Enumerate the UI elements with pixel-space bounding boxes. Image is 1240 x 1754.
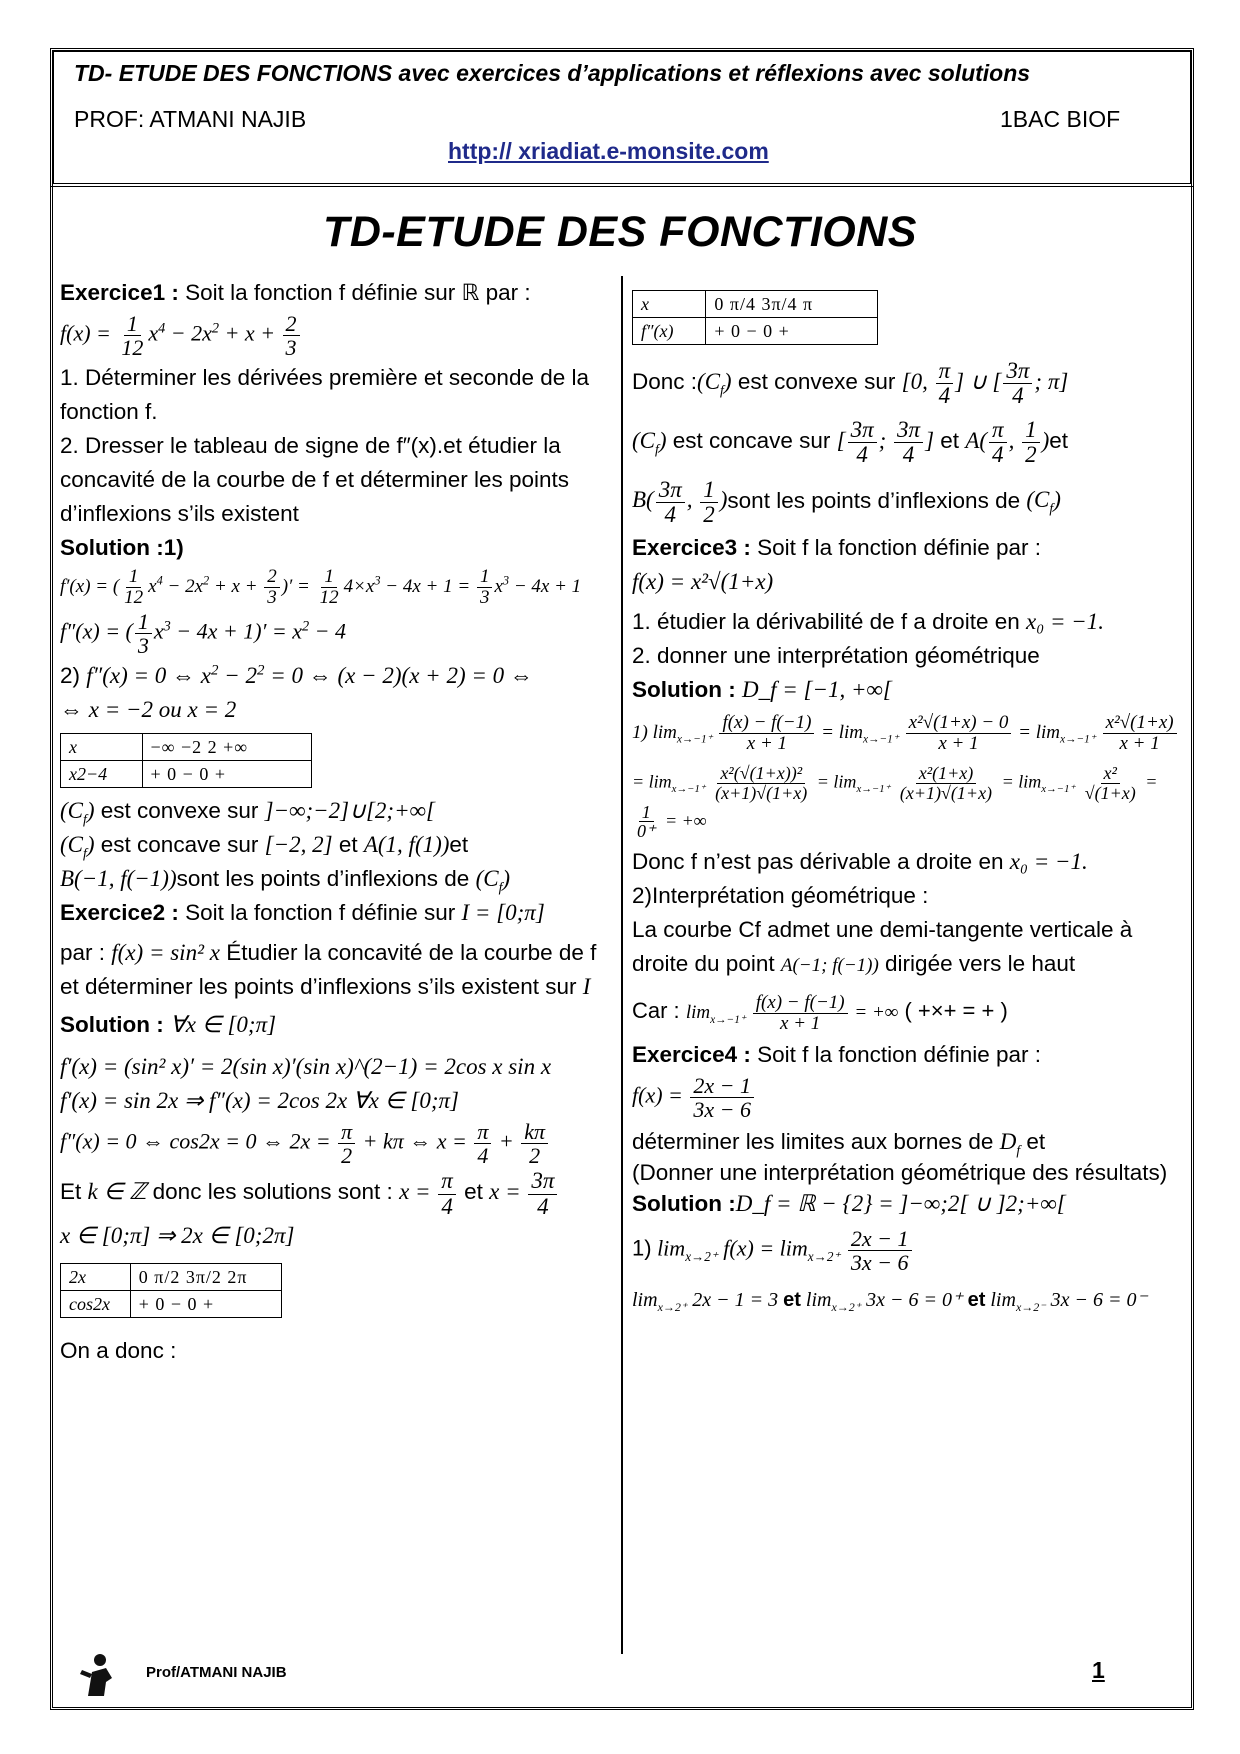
footer-logo-icon [76,1652,118,1698]
header-url-link[interactable]: http:// xriadiat.e-monsite.com [448,138,769,164]
solution3-limit2: = $\lim_{x\to-1^+}$ $\frac{\text{x²(√(1+x))²}}{(x+1)√(1+x)}$ = $\lim_{x\to-1^+}$ $\frac{\text{x²(1+x)}}{(x+1)√(1+x)}$ = $\lim_{x\to-1^+}$ $\frac{\text{x²}}{√(1+x)}$ = $\frac{1}{0^+}$ = +∞ [632,762,1158,842]
exercise2-statement: par : f(x) = sin² x Étudier la concavité de la courbe de f et déterminer les points d’inflexions s’ils existent sur I [60,940,597,1000]
exercise3-intro: Exercice3 : Soit f la fonction définie par : [632,534,1042,560]
solution1-equation: 2) f″(x) = 0 ⇔ $x^2 - 2^2 = 0$ ⇔ (x − 2)(x + 2) = 0 ⇔ [60,662,533,689]
solution2-range: x ∈ [0;π] ⇒ 2x ∈ [0;2π] [60,1222,295,1248]
exercise4-question2: (Donner une interprétation géométrique des résultats) [632,1160,1168,1186]
solution4-sublimits: $\lim_{x\to 2^+} 2x - 1 = 3$ et $\lim_{x\to 2^+} 3x - 6 = 0^+$ et $\lim_{x\to 2^-} 3x - 6 = 0^-$ [632,1288,1148,1314]
convexity-statement-3: Donc $:(C_f)$ est convexe sur [0, $\frac{\pi}{4}$ ] ∪ [ $\frac{3\pi}{4}$ ; π] [632,358,1069,409]
on-a-donc: On a donc : [60,1337,177,1363]
exercise4-label: Exercice4 : [632,1042,751,1068]
solution3-header: Solution : D_f = [−1, +∞[ [632,676,892,702]
exercise1-intro: Exercice1 : Soit la fonction f définie sur ℝ par : [60,280,531,305]
exercise1-question1: 1. Déterminer les dérivées première et seconde de la fonction f. [60,365,590,425]
footer-page-number: 1 [1092,1657,1105,1683]
solution2-line1: f′(x) = (sin² x)′ = 2(sin x)′(sin x)^(2−1) = 2cos x sin x [60,1054,552,1080]
right-column [632,276,1180,1319]
header-title: TD- ETUDE DES FONCTIONS avec exercices d’applications et réflexions avec solutions [74,60,1031,86]
solution3-car: Car : $\lim_{x\to-1^+}$ $\frac{f(x) - f(-1)}{x + 1}$ = +∞ ( +×+ = + ) [632,992,1008,1035]
exercise1-label: Exercice1 : [60,280,179,305]
sign-table-2: 2x 0 π/2 3π/2 2π cos2x + 0 − 0 + [60,1263,282,1318]
solution2-line3: f″(x) = 0 ⇔ cos2x = 0 ⇔ 2x = $\frac{\pi}{2}$ + kπ ⇔ x = $\frac{\pi}{4}$ + $\frac{k\pi}{2}$ [60,1120,610,1167]
column-divider [621,276,623,1654]
solution1-derivative2: f″(x) = ( $\frac{1}{3}$ $x^3 - 4x + 1)' = x^2 - 4$ [60,609,347,659]
solution2-solutions: Et k ∈ ℤ donc les solutions sont : x = $\frac{\pi}{4}$ et x = $\frac{3\pi}{4}$ [60,1169,610,1218]
exercise3-function: f(x) = x²√(1+x) [632,568,774,594]
solution4-header: Solution :D_f = ℝ − {2} = ]−∞;2[ ∪ ]2;+∞[ [632,1191,1066,1217]
exercise3-label: Exercice3 : [632,534,751,560]
sign-table-3: x 0 π/4 3π/4 π f″(x) + 0 − 0 + [632,290,878,345]
solution1-roots: ⇔ x = −2 ou x = 2 [60,697,237,723]
exercise1-question2: 2. Dresser le tableau de signe de f″(x).et étudier la concavité de la courbe de f et déterminer les points d’inflexions s’ils existent [60,433,570,527]
inflection-statement-3: B( $\frac{3\pi}{4}$ , $\frac{1}{2}$ )sont les points d’inflexions de $(C_f)$ [632,476,1061,527]
footer-prof: Prof/ATMANI NAJIB [146,1664,287,1681]
exercise4-question: déterminer les limites aux bornes de $D_f$ et [632,1129,1046,1158]
convexity-statement-1: $(C_f)$ est convexe sur ]−∞;−2]∪[2;+∞[ [60,798,435,827]
solution3-limit1: 1) $\lim_{x\to-1^+}$ $\frac{f(x) - f(-1)}{x + 1}$ = $\lim_{x\to-1^+}$ $\frac{\text{x²√(1+x) − 0}}{x + 1}$ = $\lim_{x\to-1^+}$ $\frac{\text{x²√(1+x)}}{x + 1}$ [632,713,1180,754]
exercise3-question2: 2. donner une interprétation géométrique [632,642,1040,668]
sign-table-1: x −∞ −2 2 +∞ x2−4 + 0 − 0 + [60,733,312,788]
exercise4-function: f(x) = $\frac{2x - 1}{3x - 6}$ [632,1074,1180,1121]
solution1-label: Solution :1) [60,535,184,561]
left-column [60,276,610,1368]
exercise2-label: Exercice2 : [60,900,179,926]
exercise2-intro: Exercice2 : Soit la fonction f définie sur I = [0;π] [60,900,545,926]
solution4-limit: 1) $\lim_{x\to 2^+} f(x) = \lim_{x\to 2^+}$ $\frac{2x - 1}{3x - 6}$ [632,1227,1180,1274]
solution3-conclusion: Donc f n’est pas dérivable a droite en x₀ = −1. [632,849,1088,875]
solution2-line2: f′(x) = sin 2x ⇒ f″(x) = 2cos 2x ∀x ∈ [0;π] [60,1088,459,1114]
solution2-header: Solution : ∀x ∈ [0;π] [60,1012,277,1038]
header-level: 1BAC BIOF [1000,106,1121,132]
header-prof: PROF: ATMANI NAJIB [74,106,307,132]
concavity-statement-1: $(C_f)$ est concave sur [−2, 2] et A(1, f(1))et [60,832,469,861]
exercise3-question1: 1. étudier la dérivabilité de f a droite en x₀ = −1. [632,608,1105,634]
solution3-interp-text: La courbe Cf admet une demi-tangente verticale à droite du point A(−1; f(−1)) dirigée vers le haut [632,917,1133,977]
concavity-statement-3: $(C_f)$ est concave sur [ $\frac{3\pi}{4}$ ; $\frac{3\pi}{4}$ ] et A( $\frac{\pi}{4}$ , $\frac{1}{2}$ )et [632,417,1068,468]
main-title: TD-ETUDE DES FONCTIONS [323,208,917,256]
inflection-statement-1: B(−1, f(−1))sont les points d’inflexions de $(C_f)$ [60,866,511,895]
solution1-derivative1: f′(x) = ( $\frac{1}{12}$ $x^4 - 2x^2 + x$ + $\frac{2}{3}$ )′ = $\frac{1}{12}$ $4\times x^3 - 4x + 1$ = $\frac{1}{3}$ $x^3 - 4x + 1$ [60,566,582,609]
exercise4-intro: Exercice4 : Soit f la fonction définie par : [632,1042,1042,1068]
exercise1-function: f(x) = $\frac{1}{12}$ $x^4 - 2x^2 + x$ + $\frac{2}{3}$ [60,312,610,359]
solution3-interp-title: 2)Interprétation géométrique : [632,883,929,909]
